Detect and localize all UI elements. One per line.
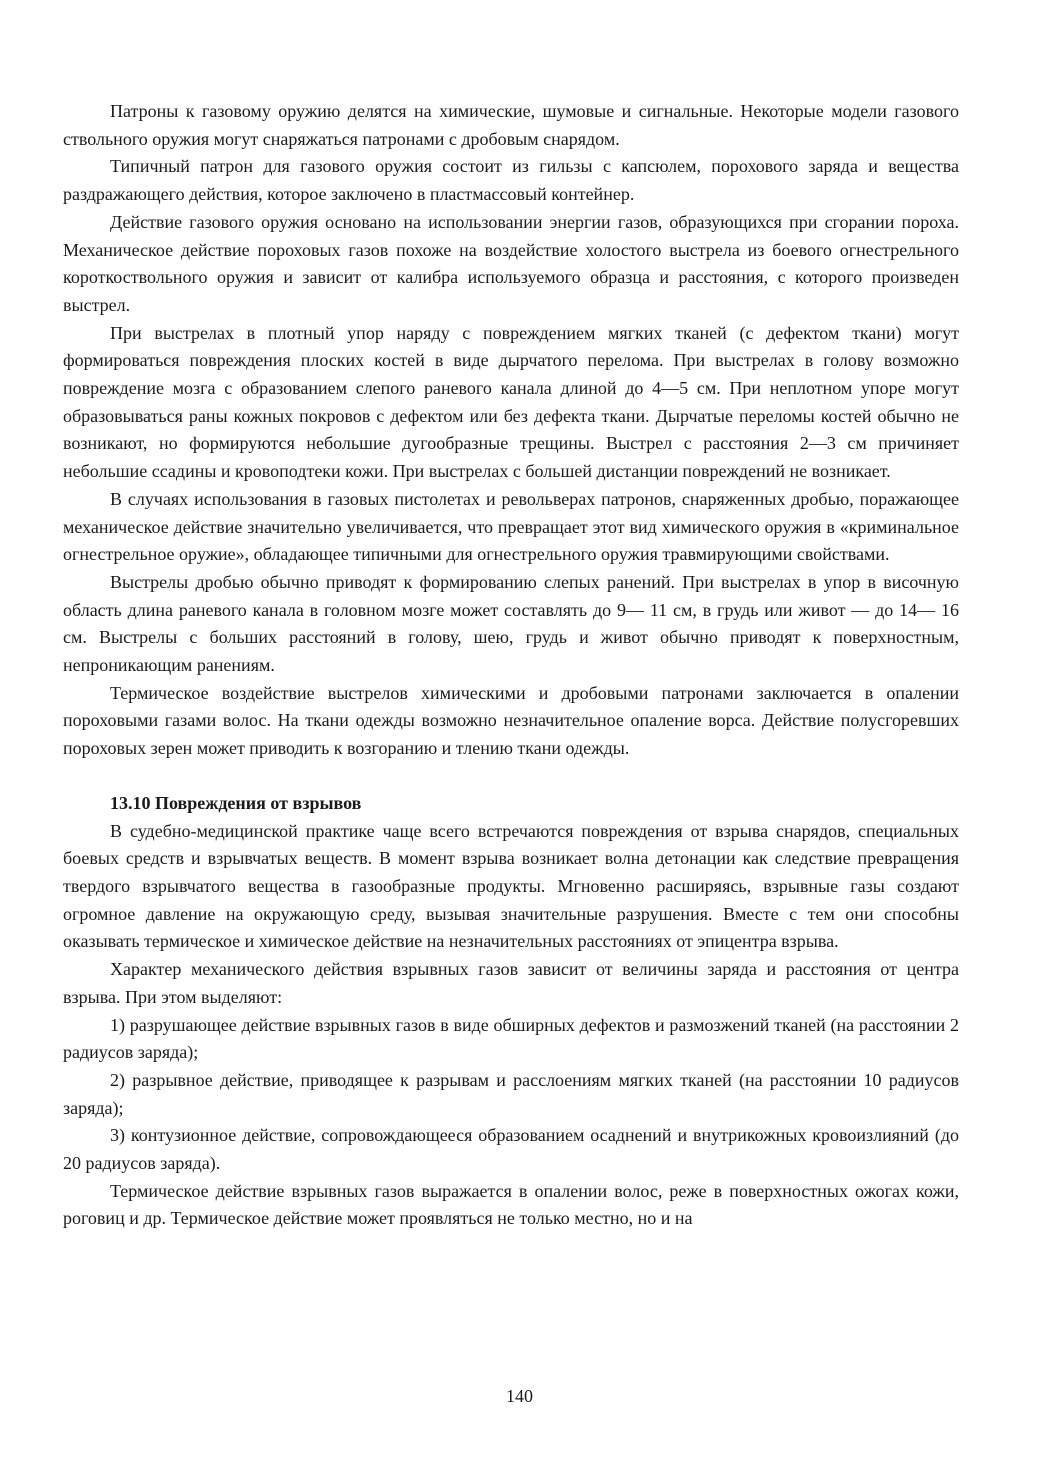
list-item: 2) разрывное действие, приводящее к разрывам и расслоениям мягких тканей (на расстоянии 10 радиусов заряда);: [63, 1069, 959, 1118]
page-number: 140: [506, 1386, 533, 1406]
document-page: [63, 98, 959, 1233]
paragraph: В судебно-медицинской практике чаще всего встречаются повреждения от взрыва снарядов, специальных боевых средств и взрывчатых веществ. В момент взрыва возникает волна детонации как следствие превращения твердого взрывчатого вещества в газообразные продукты. Мгновенно расширяясь, взрывные газы создают огромное давление на окружающую среду, вызывая значительные разрушения. Вместе с тем они способны оказывать термическое и химическое действие на незначительных расстояниях от эпицентра взрыва.: [63, 820, 959, 952]
paragraph: При выстрелах в плотный упор наряду с повреждением мягких тканей (с дефектом ткани) могут формироваться повреждения плоских костей в виде дырчатого перелома. При выстрелах в голову возможно повреждение мозга с образованием слепого раневого канала длиной до 4—5 см. При неплотном упоре могут образовываться раны кожных покровов с дефектом или без дефекта ткани. Дырчатые переломы костей обычно не возникают, но формируются небольшие дугообразные трещины. Выстрел с расстояния 2—3 см причиняет небольшие ссадины и кровоподтеки кожи. При выстрелах с большей дистанции повреждений не возникает.: [63, 322, 959, 482]
paragraph: В случаях использования в газовых пистолетах и револьверах патронов, снаряженных дробью, поражающее механическое действие значительно увеличивается, что превращает этот вид химического оружия в «криминальное огнестрельное оружие», обладающее типичными для огнестрельного оружия травмирующими свойствами.: [63, 488, 959, 565]
paragraph: Характер механического действия взрывных газов зависит от величины заряда и расстояния от центра взрыва. При этом выделяют:: [63, 959, 959, 1007]
list-item: 1) разрушающее действие взрывных газов в виде обширных дефектов и размозжений тканей (на расстоянии 2 радиусов заряда);: [63, 1014, 959, 1063]
section-title: 13.10 Повреждения от взрывов: [110, 792, 362, 813]
list-item: 3) контузионное действие, сопровождающееся образованием осаднений и внутрикожных кровоизлияний (до 20 радиусов заряда).: [63, 1125, 959, 1174]
paragraph: Выстрелы дробью обычно приводят к формированию слепых ранений. При выстрелах в упор в височную область длина раневого канала в головном мозге может составлять до 9— 11 см, в грудь или живот — до 14— 16 см. Выстрелы с больших расстояний в голову, шею, грудь и живот обычно приводят к поверхностным, непроникающим ранениям.: [63, 571, 959, 676]
paragraph: Патроны к газовому оружию делятся на химические, шумовые и сигнальные. Некоторые модели газового ствольного оружия могут снаряжаться патронами с дробовым снарядом.: [63, 101, 959, 149]
paragraph: Действие газового оружия основано на использовании энергии газов, образующихся при сгорании пороха. Механическое действие пороховых газов похоже на воздействие холостого выстрела из боевого огнестрельного короткоствольного оружия и зависит от калибра используемого образца и расстояния, с которого произведен выстрел.: [63, 211, 959, 315]
paragraph: Типичный патрон для газового оружия состоит из гильзы с капсюлем, порохового заряда и вещества раздражающего действия, которое заключено в пластмассовый контейнер.: [63, 156, 959, 205]
paragraph: Термическое воздействие выстрелов химическими и дробовыми патронами заключается в опалении пороховыми газами волос. На ткани одежды возможно незначительное опаление ворса. Действие полусгоревших пороховых зерен может приводить к возгоранию и тлению ткани одежды.: [63, 682, 959, 759]
paragraph: Термическое действие взрывных газов выражается в опалении волос, реже в поверхностных ожогах кожи, роговиц и др. Термическое действие может проявляться не только местно, но и на: [63, 1180, 959, 1229]
